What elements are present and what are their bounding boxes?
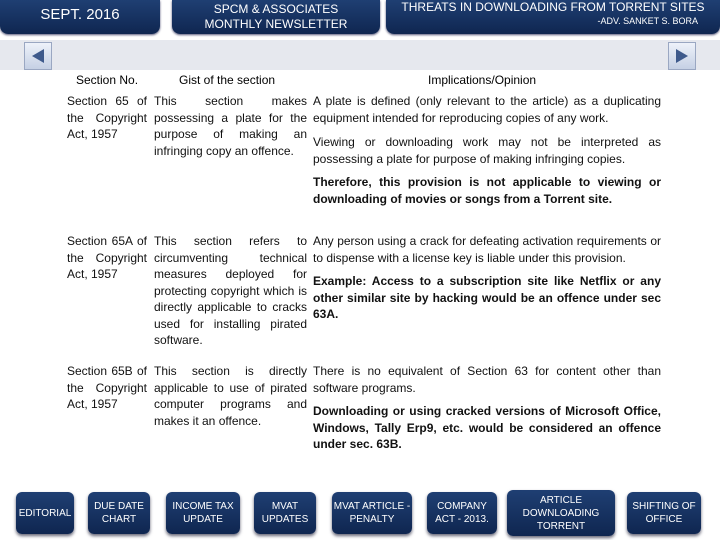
triangle-right-icon — [674, 48, 690, 64]
row1-gist: This section makes possessing a plate for the purpose of making an infringing copy an offence. — [154, 94, 307, 158]
article-author: -ADV. SANKET S. BORA — [597, 16, 698, 26]
shifting-of-office-button[interactable]: SHIFTING OF OFFICE — [627, 492, 701, 534]
date-tab — [0, 0, 160, 34]
mvat-updates-button[interactable]: MVAT UPDATES — [254, 492, 316, 534]
newsletter-tab — [172, 0, 380, 34]
newsletter-name: MONTHLY NEWSLETTER — [204, 17, 348, 31]
triangle-left-icon — [30, 48, 46, 64]
article-downloading-torrent-button[interactable]: ARTICLE DOWNLOADING TORRENT — [507, 490, 615, 536]
article-title: THREATS IN DOWNLOADING FROM TORRENT SITES — [401, 0, 705, 14]
row2-gist: This section refers to circumventing technical measures deployed for protecting copyright which is directly applicable to cracks used for installing pirated software. — [154, 234, 307, 347]
row1-section: Section 65 of the Copyright Act, 1957 — [67, 94, 147, 141]
footer-navigation — [0, 486, 720, 540]
row3-implication-1: There is no equivalent of Section 63 for content other than software programs. — [313, 364, 661, 395]
col-header-section: Section No. — [76, 73, 139, 87]
top-bar — [0, 0, 720, 36]
row3-section: Section 65B of the Copyright Act, 1957 — [67, 364, 147, 411]
previous-page-button[interactable] — [24, 42, 52, 70]
row1-implication-2: Viewing or downloading work may not be interpreted as possessing a plate for purpose of making infringing copies. — [313, 135, 661, 166]
row1-implication-3: Therefore, this provision is not applicable to viewing or downloading of movies or songs from a Torrent site. — [313, 175, 661, 206]
row2-implication-1: Any person using a crack for defeating activation requirements or to dispense with a license key is liable under this provision. — [313, 234, 661, 265]
editorial-button[interactable]: EDITORIAL — [16, 492, 74, 534]
due-date-chart-button[interactable]: DUE DATE CHART — [88, 492, 150, 534]
col-header-implications: Implications/Opinion — [428, 73, 537, 87]
row1-implication-1: A plate is defined (only relevant to the article) as a duplicating equipment intended for reproducing copies of any work. — [313, 94, 661, 125]
firm-name: SPCM & ASSOCIATES — [213, 2, 339, 16]
row2-section: Section 65A of the Copyright Act, 1957 — [67, 234, 147, 281]
row3-gist: This section is directly applicable to use of pirated computer programs and makes it an offence. — [154, 364, 307, 428]
company-act-button[interactable]: COMPANY ACT - 2013. — [427, 492, 497, 534]
issue-date: SEPT. 2016 — [40, 6, 120, 23]
title-tab — [386, 0, 720, 34]
mvat-article-penalty-button[interactable]: MVAT ARTICLE - PENALTY — [332, 492, 412, 534]
income-tax-update-button[interactable]: INCOME TAX UPDATE — [166, 492, 240, 534]
row3-implication-2: Downloading or using cracked versions of Microsoft Office, Windows, Tally Erp9, etc. would be considered an offence under sec. 63B. — [313, 404, 661, 451]
row2-implication-2: Example: Access to a subscription site like Netflix or any other similar site by hacking would be an offence under sec 63A. — [313, 274, 661, 321]
col-header-gist: Gist of the section — [179, 73, 276, 87]
navigation-row — [0, 40, 720, 70]
next-page-button[interactable] — [668, 42, 696, 70]
